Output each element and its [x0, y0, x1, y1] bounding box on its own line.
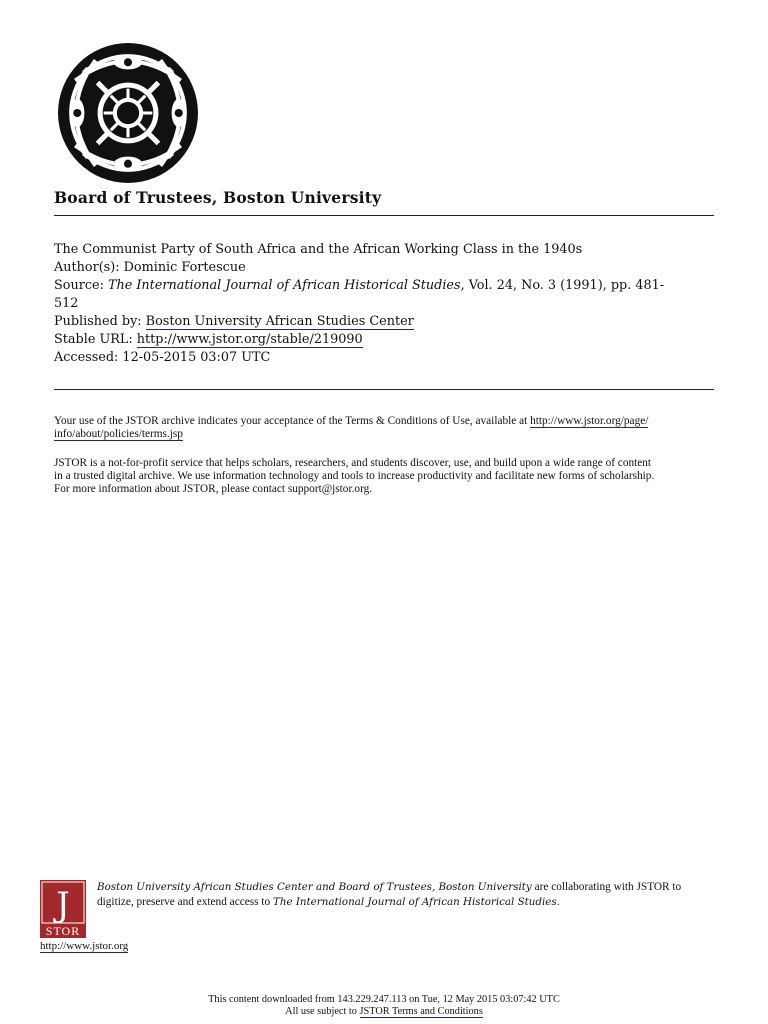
boston-university-seal-logo: [57, 42, 199, 184]
terms-text: Your use of the JSTOR archive indicates your acceptance of the Terms & Conditions of Use, available at: [54, 415, 531, 427]
about-line: in a trusted digital archive. We use information technology and tools to increase productivity and facilitate new forms of scholarship.: [54, 470, 655, 482]
collaboration-end: .: [556, 895, 560, 908]
terms-link-line2: info/about/policies/terms.jsp: [54, 428, 183, 440]
jstor-logo-text: STOR: [45, 924, 81, 938]
collaboration-text: digitize, preserve and extend access to: [97, 895, 273, 908]
jstor-logo-letter: J: [56, 885, 70, 925]
divider: [54, 389, 714, 390]
download-footer: [0, 994, 768, 1017]
download-notice: This content downloaded from 143.229.247.113 on Tue, 12 May 2015 03:07:42 UTC: [208, 994, 560, 1005]
jstor-logo: [40, 880, 86, 938]
source-label: Source:: [54, 278, 108, 293]
publisher-link[interactable]: Boston University African Studies Center: [145, 314, 414, 329]
stable-url-line: [54, 331, 363, 349]
jstor-home-link[interactable]: http://www.jstor.org: [40, 940, 129, 952]
terms-notice: [54, 415, 719, 441]
collaboration-partners: Boston University African Studies Center and Board of Trustees, Boston University: [97, 881, 532, 893]
source-details: , Vol. 24, No. 3 (1991), pp. 481-: [460, 278, 665, 293]
author-label: Author(s):: [54, 260, 124, 275]
terms-link-line1: http://www.jstor.org/page/: [530, 415, 649, 427]
author-name: Dominic Fortescue: [123, 260, 246, 275]
collaboration-journal: The International Journal of African Historical Studies: [272, 895, 557, 908]
collaboration-notice: [97, 880, 727, 909]
divider: [54, 215, 714, 216]
jstor-terms-link[interactable]: JSTOR Terms and Conditions: [359, 1005, 483, 1017]
stable-url-link[interactable]: http://www.jstor.org/stable/219090: [136, 332, 363, 347]
jstor-about: [54, 457, 719, 496]
article-title: The Communist Party of South Africa and the African Working Class in the 1940s: [54, 242, 583, 257]
about-line: JSTOR is a not-for-profit service that helps scholars, researchers, and students discover, use, and build upon a wide range of content: [54, 457, 652, 469]
source-line-continued: 512: [54, 296, 79, 311]
published-by-label: Published by:: [54, 314, 146, 329]
source-line: [54, 277, 664, 295]
publisher-heading: Board of Trustees, Boston University: [54, 188, 382, 207]
about-line: For more information about JSTOR, please contact support@jstor.org.: [54, 483, 373, 495]
source-journal: The International Journal of African Historical Studies: [107, 278, 461, 293]
stable-url-label: Stable URL:: [54, 332, 137, 347]
subject-prefix: All use subject to: [285, 1005, 360, 1017]
published-by-line: [54, 313, 414, 331]
accessed-date: Accessed: 12-05-2015 03:07 UTC: [54, 350, 271, 365]
collaboration-text: are collaborating with JSTOR to: [531, 881, 682, 893]
author-line: [54, 259, 246, 277]
